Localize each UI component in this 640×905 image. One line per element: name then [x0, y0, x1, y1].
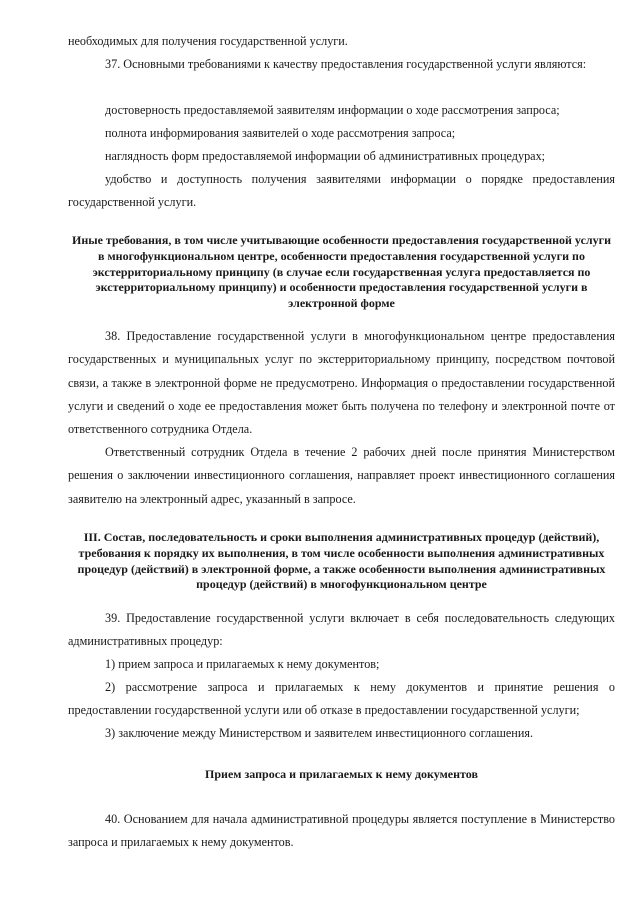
paragraph-39: 39. Предоставление государственной услуги включает в себя последовательность следующих административных процедур: — [68, 611, 615, 649]
paragraph-39-2: 2) рассмотрение запроса и прилагаемых к нему документов и принятие решения о предоставлении государственной услуги или об отказе в предоставлении государственной услуги; — [68, 680, 615, 718]
section-heading-receipt: Прием запроса и прилагаемых к нему документов — [205, 767, 478, 781]
list-item: 1) прием запроса и прилагаемых к нему документов; — [105, 657, 380, 671]
paragraph-40: 40. Основанием для начала административной процедуры является поступление в Министерство запроса и прилагаемых к нему документов. — [68, 812, 615, 850]
paragraph-37: 37. Основными требованиями к качеству предоставления государственной услуги являются: — [105, 57, 587, 71]
paragraph-37-last: удобство и доступность получения заявителями информации о порядке предоставления государственной услуги. — [68, 172, 615, 210]
list-item: полнота информирования заявителей о ходе рассмотрения запроса; — [105, 126, 456, 140]
paragraph-intro: необходимых для получения государственной услуги. — [68, 34, 348, 48]
paragraph-38: 38. Предоставление государственной услуги в многофункциональном центре предоставления государственных и муниципальных услуг по экстерриториальному принципу, посредством почтовой связи, а также в электронной форме не предусмотрено. Информация о предоставлении государственной услуги и сведений о ходе ее предоставления может быть получена по телефону и электронной почте от ответственного сотрудника Отдела. — [68, 329, 615, 437]
paragraph-38-2: Ответственный сотрудник Отдела в течение 2 рабочих дней после принятия Министерством решения о заключении инвестиционного соглашения, направляет проект инвестиционного соглашения заявителю на электронный адрес, указанный в запросе. — [68, 445, 615, 506]
list-item: наглядность форм предоставляемой информации об административных процедурах; — [105, 149, 546, 163]
section-heading-iii: III. Состав, последовательность и сроки выполнения административных процедур (действий), требования к порядку их выполнения, в том числе особенности выполнения административных процедур (действий) в электронной форме, а также особенности выполнения административных процедур (действий) в многофункциональном центре — [77, 530, 606, 592]
list-item: 3) заключение между Министерством и заявителем инвестиционного соглашения. — [105, 726, 533, 740]
list-item: достоверность предоставляемой заявителям информации о ходе рассмотрения запроса; — [105, 103, 560, 117]
section-heading-other-requirements: Иные требования, в том числе учитывающие особенности предоставления государственной услуги в многофункциональном центре, особенности предоставления государственной услуги по экстерриториальному принципу (в случае если государственная услуга предоставляется по экстерриториальному принципу) и особенности предоставления государственной услуги в электронной форме — [71, 233, 611, 311]
